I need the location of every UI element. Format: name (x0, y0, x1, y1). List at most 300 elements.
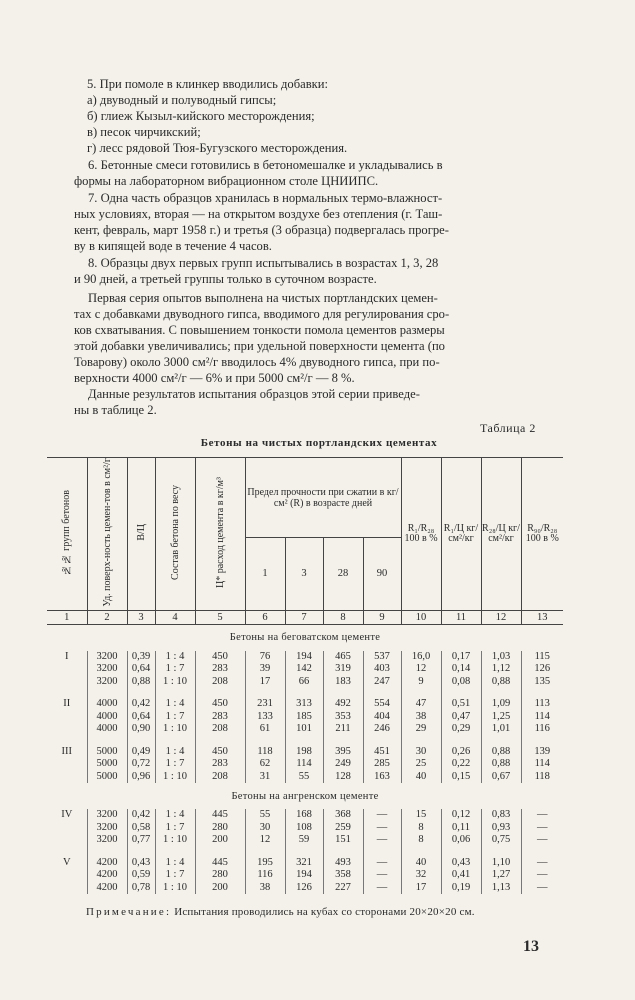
group-cell (47, 663, 87, 676)
table-cell: 0,08 (441, 676, 481, 689)
paragraph-6 (74, 157, 562, 189)
table-cell: 0,43 (441, 857, 481, 870)
table-cell: 0,64 (127, 663, 155, 676)
table-cell: 114 (521, 758, 563, 771)
list-intro: 5. При помоле в клинкер вводились добавки: (87, 77, 329, 91)
spacer-cell (521, 736, 563, 746)
table-cell: 0,29 (441, 723, 481, 736)
spacer-cell (481, 688, 521, 698)
table-cell: 9 (401, 676, 441, 689)
paragraph-line: Первая серия опытов выполнена на чистых портландских цемен- (88, 291, 438, 305)
table-cell: 1 : 10 (155, 834, 195, 847)
table-cell: 283 (195, 711, 245, 724)
list-item-d: г) лесс рядовой Тюя-Бугузского месторождения. (87, 141, 348, 155)
spacer-cell (441, 688, 481, 698)
table-cell: 195 (245, 857, 285, 870)
paragraph-line: Товарову) около 3000 см²/г вводилось 4% двуводного гипса, при по- (74, 355, 440, 369)
table-cell: 38 (401, 711, 441, 724)
section-title: Бетоны на ангренском цементе (231, 790, 379, 802)
spacer-cell (363, 847, 401, 857)
header-day: 90 (363, 538, 401, 610)
table-cell: 5000 (87, 771, 127, 784)
table-cell: 8 (401, 834, 441, 847)
spacer-cell (245, 847, 285, 857)
table-cell: 0,39 (127, 651, 155, 664)
table-cell: 0,22 (441, 758, 481, 771)
column-number: 12 (481, 610, 521, 624)
table-cell: 1 : 4 (155, 698, 195, 711)
table-cell: — (363, 869, 401, 882)
section-title: Бетоны на беговатском цементе (229, 632, 381, 644)
table-cell: 0,26 (441, 746, 481, 759)
table-row (47, 676, 563, 689)
table-cell: 194 (285, 869, 323, 882)
spacer-cell (441, 736, 481, 746)
table-cell: 151 (323, 834, 363, 847)
table-cell: 0,42 (127, 809, 155, 822)
table-cell: 4000 (87, 698, 127, 711)
note-text: Испытания проводились на кубах со сторонами 20×20×20 см. (174, 906, 475, 918)
table-cell: 1,12 (481, 663, 521, 676)
spacer-cell (87, 688, 127, 698)
table-cell: 0,49 (127, 746, 155, 759)
table-cell: 200 (195, 882, 245, 895)
spacer-row (47, 847, 563, 857)
spacer-cell (155, 847, 195, 857)
table-cell: 1 : 10 (155, 676, 195, 689)
table-cell: 0,14 (441, 663, 481, 676)
table-cell: 12 (245, 834, 285, 847)
page-number: 13 (523, 938, 539, 955)
table-cell: 133 (245, 711, 285, 724)
table-cell: 168 (285, 809, 323, 822)
spacer-cell (521, 688, 563, 698)
table-row (47, 809, 563, 822)
table-row (47, 746, 563, 759)
table-cell: 0,42 (127, 698, 155, 711)
table-cell: 101 (285, 723, 323, 736)
note-label: Примечание: (86, 906, 172, 918)
table-cell: 118 (245, 746, 285, 759)
table-cell: 0,59 (127, 869, 155, 882)
table-cell: 0,58 (127, 822, 155, 835)
column-number: 13 (521, 610, 563, 624)
table-cell: 118 (521, 771, 563, 784)
table-cell: 115 (521, 651, 563, 664)
table-row (47, 698, 563, 711)
table-cell: 0,93 (481, 822, 521, 835)
spacer-row (47, 688, 563, 698)
spacer-cell (323, 736, 363, 746)
table-cell: 5000 (87, 758, 127, 771)
table-row (47, 663, 563, 676)
table-cell: 492 (323, 698, 363, 711)
table-cell: — (363, 834, 401, 847)
table-cell: 0,83 (481, 809, 521, 822)
table-cell: 285 (363, 758, 401, 771)
table-cell: 114 (521, 711, 563, 724)
table-cell: 31 (245, 771, 285, 784)
table-cell: 25 (401, 758, 441, 771)
table-cell: 135 (521, 676, 563, 689)
table-cell: 66 (285, 676, 323, 689)
table-cell: 1 : 10 (155, 882, 195, 895)
group-cell (47, 822, 87, 835)
table-cell: — (363, 857, 401, 870)
spacer-cell (441, 847, 481, 857)
table-cell: 208 (195, 771, 245, 784)
table-cell: 128 (323, 771, 363, 784)
header-r1-r28: R₁/R₂₈ 100 в % (401, 458, 441, 611)
spacer-cell (127, 736, 155, 746)
spacer-cell (401, 688, 441, 698)
table-cell: 40 (401, 771, 441, 784)
table-cell: 0,88 (481, 676, 521, 689)
table-cell: 0,88 (481, 758, 521, 771)
table-cell: 554 (363, 698, 401, 711)
table-cell: 451 (363, 746, 401, 759)
table-cell: 445 (195, 809, 245, 822)
table-cell: 0,67 (481, 771, 521, 784)
table-cell: 0,51 (441, 698, 481, 711)
paragraph-line: 7. Одна часть образцов хранилась в нормальных термо-влажност- (88, 191, 443, 205)
paragraph-line: 8. Образцы двух первых групп испытывались в возрастах 1, 3, 28 (88, 256, 439, 270)
table-cell: 353 (323, 711, 363, 724)
table-cell: 8 (401, 822, 441, 835)
spacer-cell (195, 847, 245, 857)
table-cell: 183 (323, 676, 363, 689)
header-r90-r28: R₉₀/R₂₈ 100 в % (521, 458, 563, 611)
spacer-cell (87, 847, 127, 857)
spacer-cell (481, 736, 521, 746)
table-cell: 1,10 (481, 857, 521, 870)
spacer-cell (245, 736, 285, 746)
table-cell: 283 (195, 758, 245, 771)
table-row (47, 822, 563, 835)
paragraph-9 (74, 290, 562, 386)
group-cell: I (65, 650, 69, 662)
table-cell: 17 (401, 882, 441, 895)
table-cell: 113 (521, 698, 563, 711)
table-cell: — (521, 882, 563, 895)
table-cell: 0,41 (441, 869, 481, 882)
spacer-cell (285, 736, 323, 746)
table-cell: 0,88 (127, 676, 155, 689)
header-cement-rate: Ц* расход цемента в кг/м³ (195, 458, 245, 611)
table-cell: 1 : 7 (155, 758, 195, 771)
table-cell: 1 : 4 (155, 746, 195, 759)
table-cell: 0,78 (127, 882, 155, 895)
list-item-c: в) песок чирчикский; (87, 125, 201, 139)
table-cell: 116 (521, 723, 563, 736)
table-cell: 38 (245, 882, 285, 895)
table-cell: 62 (245, 758, 285, 771)
table-cell: 1 : 4 (155, 651, 195, 664)
list-item-a: а) двуводный и полуводный гипсы; (87, 93, 277, 107)
table-cell: 208 (195, 723, 245, 736)
table-cell: 200 (195, 834, 245, 847)
table-cell: 211 (323, 723, 363, 736)
table-cell: 3200 (87, 834, 127, 847)
table-cell: 1,25 (481, 711, 521, 724)
spacer-cell (323, 688, 363, 698)
spacer-cell (127, 847, 155, 857)
header-r1-c: R₁/Ц кг/см²/кг (441, 458, 481, 611)
table-cell: 126 (521, 663, 563, 676)
table-row (47, 758, 563, 771)
spacer-cell (285, 847, 323, 857)
paragraph-line: верхности 4000 см²/г — 6% и при 5000 см²/г — 8 %. (74, 371, 355, 385)
table-cell: 0,75 (481, 834, 521, 847)
table-cell: 194 (285, 651, 323, 664)
table-cell: 17 (245, 676, 285, 689)
table-cell: 0,47 (441, 711, 481, 724)
spacer-cell (245, 688, 285, 698)
spacer-cell (155, 688, 195, 698)
paragraph-line: ны в таблице 2. (74, 403, 157, 417)
paragraph-10 (74, 386, 562, 418)
table-cell: 0,64 (127, 711, 155, 724)
header-day: 1 (245, 538, 285, 610)
table-cell: 3200 (87, 676, 127, 689)
spacer-cell (521, 847, 563, 857)
table-cell: 1 : 4 (155, 809, 195, 822)
table-cell: 259 (323, 822, 363, 835)
table-cell: 0,11 (441, 822, 481, 835)
table-cell: 1 : 7 (155, 663, 195, 676)
spacer-cell (47, 688, 87, 698)
group-cell (47, 676, 87, 689)
table-cell: 208 (195, 676, 245, 689)
table-cell: 1 : 7 (155, 869, 195, 882)
table-cell: — (363, 822, 401, 835)
table-cell: 1,13 (481, 882, 521, 895)
table-cell: 231 (245, 698, 285, 711)
paragraph-line: ву в кипящей воде в течение 4 часов. (74, 239, 272, 253)
column-number: 2 (87, 610, 127, 624)
table-cell: 116 (245, 869, 285, 882)
column-number: 8 (323, 610, 363, 624)
column-number: 11 (441, 610, 481, 624)
spacer-cell (195, 736, 245, 746)
table-cell: 537 (363, 651, 401, 664)
header-r28-c: R₂₈/Ц кг/см²/кг (481, 458, 521, 611)
table-cell: — (521, 809, 563, 822)
table-cell: 0,17 (441, 651, 481, 664)
table-row (47, 771, 563, 784)
table-cell: 16,0 (401, 651, 441, 664)
table-cell: 4200 (87, 857, 127, 870)
spacer-cell (155, 736, 195, 746)
spacer-cell (401, 736, 441, 746)
table-row (47, 857, 563, 870)
header-surface: Уд. поверх-ность цемен-тов в см²/г (87, 458, 127, 611)
column-number: 1 (47, 610, 87, 624)
header-day: 28 (323, 538, 363, 610)
table-cell: 445 (195, 857, 245, 870)
table-cell: 1 : 10 (155, 771, 195, 784)
table-cell: 404 (363, 711, 401, 724)
table-cell: 32 (401, 869, 441, 882)
paragraph-8 (74, 255, 562, 287)
table-cell: — (521, 869, 563, 882)
table-cell: 0,77 (127, 834, 155, 847)
table-cell: — (363, 809, 401, 822)
table-cell: 227 (323, 882, 363, 895)
table-cell: — (521, 834, 563, 847)
table-cell: 395 (323, 746, 363, 759)
table-note (86, 906, 475, 918)
group-cell (47, 758, 87, 771)
table-cell: 15 (401, 809, 441, 822)
spacer-cell (285, 688, 323, 698)
table-cell: 1 : 4 (155, 857, 195, 870)
spacer-cell (401, 847, 441, 857)
table-cell: 280 (195, 822, 245, 835)
table-cell: 185 (285, 711, 323, 724)
section-row (47, 783, 563, 809)
table-cell: 247 (363, 676, 401, 689)
table-cell: 30 (245, 822, 285, 835)
spacer-cell (47, 847, 87, 857)
spacer-cell (127, 688, 155, 698)
table-cell: — (521, 822, 563, 835)
table-cell: 3200 (87, 651, 127, 664)
table-cell: 142 (285, 663, 323, 676)
paragraph-line: этой добавки увеличивались; при удельной поверхности цемента (по (74, 339, 445, 353)
table-cell: 313 (285, 698, 323, 711)
paragraph-line: формы на лабораторном вибрационном столе ЦНИИПС. (74, 174, 379, 188)
table-cell: 5000 (87, 746, 127, 759)
table-cell: 3200 (87, 822, 127, 835)
group-cell: III (61, 745, 72, 757)
list-item-b: б) глиеж Кызыл-кийского месторождения; (87, 109, 315, 123)
table-cell: 319 (323, 663, 363, 676)
column-number: 5 (195, 610, 245, 624)
table-cell: 76 (245, 651, 285, 664)
spacer-cell (195, 688, 245, 698)
spacer-row (47, 736, 563, 746)
table-cell: 30 (401, 746, 441, 759)
table-cell: 450 (195, 651, 245, 664)
table-row (47, 882, 563, 895)
table-cell: 4200 (87, 869, 127, 882)
column-number: 7 (285, 610, 323, 624)
table-cell: 493 (323, 857, 363, 870)
group-cell (47, 771, 87, 784)
table-cell: 39 (245, 663, 285, 676)
table-cell: 4200 (87, 882, 127, 895)
table-cell: 1 : 10 (155, 723, 195, 736)
column-number: 4 (155, 610, 195, 624)
group-cell (47, 869, 87, 882)
table-cell: 0,88 (481, 746, 521, 759)
table-label: Таблица 2 (480, 421, 536, 435)
table-cell: 0,19 (441, 882, 481, 895)
table-cell: 1,27 (481, 869, 521, 882)
table-cell: 114 (285, 758, 323, 771)
table-cell: — (521, 857, 563, 870)
table-row (47, 869, 563, 882)
group-cell: V (62, 856, 71, 868)
spacer-cell (363, 736, 401, 746)
table-body (47, 624, 563, 894)
group-cell (47, 834, 87, 847)
table-cell: 163 (363, 771, 401, 784)
table-cell: 3200 (87, 809, 127, 822)
table-cell: 0,15 (441, 771, 481, 784)
table-cell: 0,90 (127, 723, 155, 736)
table-cell: 465 (323, 651, 363, 664)
table-cell: 0,43 (127, 857, 155, 870)
table-row (47, 834, 563, 847)
table-cell: 61 (245, 723, 285, 736)
table-title: Бетоны на чистых портландских цементах (200, 437, 438, 449)
table-cell: 321 (285, 857, 323, 870)
table-cell: 358 (323, 869, 363, 882)
paragraph-line: кент, февраль, март 1958 г.) и третья (3 образца) подвергалась прогре- (74, 223, 449, 237)
paragraph-line: и 90 дней, а третьей группы только в суточном возрасте. (74, 272, 377, 286)
header-composition: Состав бетона по весу (155, 458, 195, 611)
section-row (47, 624, 563, 651)
table-row (47, 651, 563, 664)
table-row (47, 711, 563, 724)
table-cell: 4000 (87, 711, 127, 724)
spacer-cell (481, 847, 521, 857)
table-cell: 12 (401, 663, 441, 676)
table-cell: 47 (401, 698, 441, 711)
header-wc: В/Ц (127, 458, 155, 611)
header-group: №№ групп бетонов (47, 458, 87, 611)
header-strength: Предел прочности при сжатии в кг/см² (R) в возрасте дней (245, 458, 401, 538)
column-number: 10 (401, 610, 441, 624)
table-cell: 3200 (87, 663, 127, 676)
table-cell: 0,12 (441, 809, 481, 822)
group-cell (47, 882, 87, 895)
spacer-cell (87, 736, 127, 746)
table-cell: 126 (285, 882, 323, 895)
table-cell: 0,06 (441, 834, 481, 847)
spacer-cell (323, 847, 363, 857)
paragraph-7 (74, 190, 562, 254)
results-table (47, 457, 563, 894)
paragraph-line: ков схватывания. С повышением тонкости помола цементов размеры (74, 323, 445, 337)
column-number: 6 (245, 610, 285, 624)
header-day: 3 (285, 538, 323, 610)
column-numbers-row (47, 610, 563, 624)
table-cell: 1,09 (481, 698, 521, 711)
group-cell: II (63, 698, 71, 710)
column-number: 3 (127, 610, 155, 624)
table-cell: 59 (285, 834, 323, 847)
table-cell: 1 : 7 (155, 822, 195, 835)
table-cell: 246 (363, 723, 401, 736)
table-cell: 198 (285, 746, 323, 759)
table-cell: 403 (363, 663, 401, 676)
paragraph-line: Данные результатов испытания образцов этой серии приведе- (88, 387, 420, 401)
table-cell: 249 (323, 758, 363, 771)
table-cell: — (363, 882, 401, 895)
table-cell: 139 (521, 746, 563, 759)
table-cell: 1 : 7 (155, 711, 195, 724)
table-cell: 108 (285, 822, 323, 835)
table-row (47, 723, 563, 736)
table-cell: 450 (195, 746, 245, 759)
spacer-cell (47, 736, 87, 746)
table-cell: 368 (323, 809, 363, 822)
paragraph-line: 6. Бетонные смеси готовились в бетономешалке и укладывались в (88, 158, 443, 172)
table-cell: 55 (245, 809, 285, 822)
